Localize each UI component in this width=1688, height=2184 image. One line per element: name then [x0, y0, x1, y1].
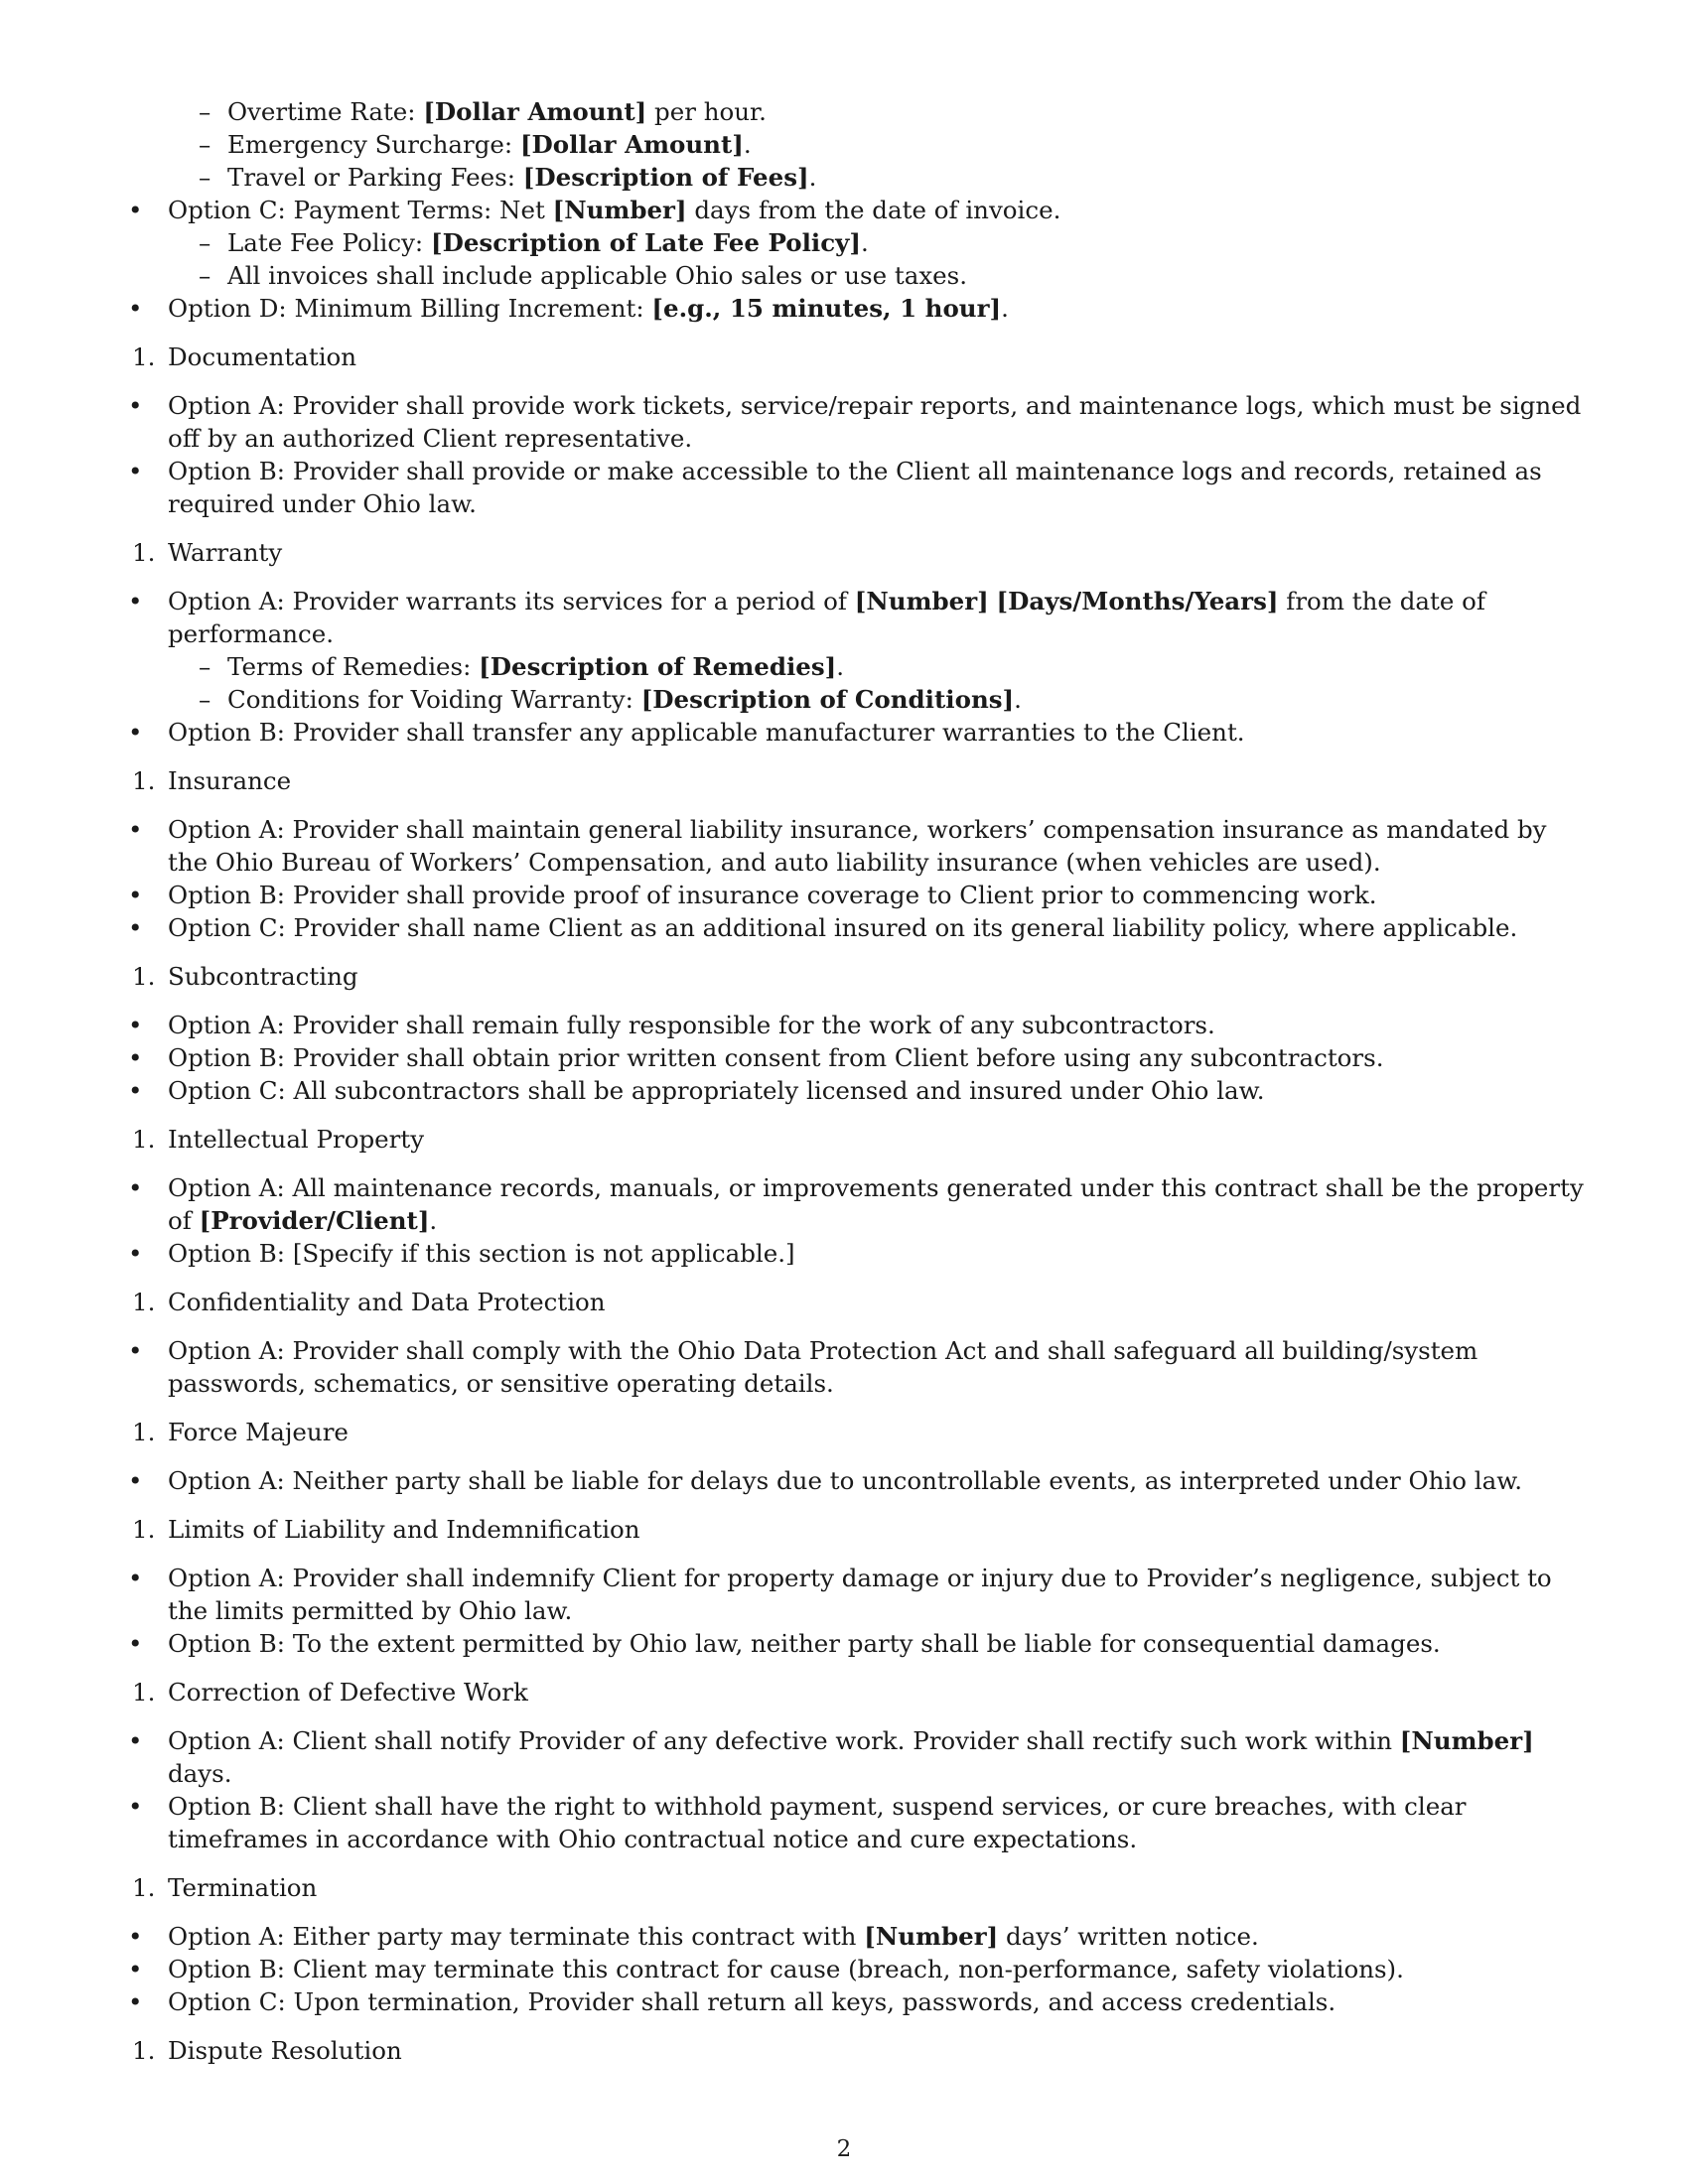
- termination-option-b: • Option B: Client may terminate this contract for cause (breach, non-performance, safety violations).: [119, 1953, 1589, 1985]
- section-heading-warranty: 1. Warranty: [119, 536, 1589, 569]
- warranty-remedies: – Terms of Remedies: [Description of Remedies].: [119, 650, 1589, 683]
- section-heading-liability: 1. Limits of Liability and Indemnification: [119, 1513, 1589, 1546]
- defective-option-b: • Option B: Client shall have the right to withhold payment, suspend services, or cure breaches, with clear timeframes in accordance with Ohio contractual notice and cure expectations.: [119, 1790, 1589, 1855]
- invoice-taxes: – All invoices shall include applicable Ohio sales or use taxes.: [119, 259, 1589, 292]
- fee-emergency: – Emergency Surcharge: [Dollar Amount].: [119, 128, 1589, 161]
- section-heading-intellectual-property: 1. Intellectual Property: [119, 1123, 1589, 1156]
- section-heading-termination: 1. Termination: [119, 1871, 1589, 1904]
- termination-option-c: • Option C: Upon termination, Provider shall return all keys, passwords, and access credentials.: [119, 1985, 1589, 2018]
- section-heading-dispute-resolution: 1. Dispute Resolution: [119, 2034, 1589, 2067]
- warranty-option-a: • Option A: Provider warrants its services for a period of [Number] [Days/Months/Years] from the date of performance.: [119, 585, 1589, 650]
- ip-option-b: • Option B: [Specify if this section is not applicable.]: [119, 1237, 1589, 1270]
- documentation-option-a: • Option A: Provider shall provide work tickets, service/repair reports, and maintenance logs, which must be signed off by an authorized Client representative.: [119, 389, 1589, 455]
- defective-option-a: • Option A: Client shall notify Provider of any defective work. Provider shall rectify such work within [Number] days.: [119, 1724, 1589, 1790]
- section-heading-documentation: 1. Documentation: [119, 341, 1589, 373]
- document-body: [119, 95, 1589, 2083]
- payment-option-d: • Option D: Minimum Billing Increment: [e.g., 15 minutes, 1 hour].: [119, 292, 1589, 325]
- subcontracting-option-b: • Option B: Provider shall obtain prior written consent from Client before using any subcontractors.: [119, 1041, 1589, 1074]
- fee-travel: – Travel or Parking Fees: [Description of Fees].: [119, 161, 1589, 194]
- liability-option-a: • Option A: Provider shall indemnify Client for property damage or injury due to Provider’s negligence, subject to the limits permitted by Ohio law.: [119, 1562, 1589, 1627]
- ip-option-a: • Option A: All maintenance records, manuals, or improvements generated under this contract shall be the property of [Provider/Client].: [119, 1171, 1589, 1237]
- section-heading-defective-work: 1. Correction of Defective Work: [119, 1676, 1589, 1708]
- warranty-option-b: • Option B: Provider shall transfer any applicable manufacturer warranties to the Client.: [119, 716, 1589, 749]
- late-fee-policy: – Late Fee Policy: [Description of Late Fee Policy].: [119, 226, 1589, 259]
- insurance-option-b: • Option B: Provider shall provide proof of insurance coverage to Client prior to commencing work.: [119, 879, 1589, 911]
- documentation-option-b: • Option B: Provider shall provide or make accessible to the Client all maintenance logs and records, retained as required under Ohio law.: [119, 455, 1589, 520]
- liability-option-b: • Option B: To the extent permitted by Ohio law, neither party shall be liable for consequential damages.: [119, 1627, 1589, 1660]
- section-heading-subcontracting: 1. Subcontracting: [119, 960, 1589, 993]
- payment-option-c: • Option C: Payment Terms: Net [Number] days from the date of invoice.: [119, 194, 1589, 226]
- subcontracting-option-c: • Option C: All subcontractors shall be appropriately licensed and insured under Ohio law.: [119, 1074, 1589, 1107]
- section-heading-confidentiality: 1. Confidentiality and Data Protection: [119, 1286, 1589, 1318]
- force-majeure-option-a: • Option A: Neither party shall be liable for delays due to uncontrollable events, as interpreted under Ohio law.: [119, 1464, 1589, 1497]
- section-heading-insurance: 1. Insurance: [119, 764, 1589, 797]
- warranty-voiding: – Conditions for Voiding Warranty: [Description of Conditions].: [119, 683, 1589, 716]
- fee-overtime: – Overtime Rate: [Dollar Amount] per hour.: [119, 95, 1589, 128]
- subcontracting-option-a: • Option A: Provider shall remain fully responsible for the work of any subcontractors.: [119, 1009, 1589, 1041]
- insurance-option-a: • Option A: Provider shall maintain general liability insurance, workers’ compensation insurance as mandated by the Ohio Bureau of Workers’ Compensation, and auto liability insurance (when vehicles are used).: [119, 813, 1589, 879]
- confidentiality-option-a: • Option A: Provider shall comply with the Ohio Data Protection Act and shall safeguard all building/system passwords, schematics, or sensitive operating details.: [119, 1334, 1589, 1400]
- insurance-option-c: • Option C: Provider shall name Client as an additional insured on its general liability policy, where applicable.: [119, 911, 1589, 944]
- termination-option-a: • Option A: Either party may terminate this contract with [Number] days’ written notice.: [119, 1920, 1589, 1953]
- page-number: 2: [836, 2136, 852, 2162]
- section-heading-force-majeure: 1. Force Majeure: [119, 1416, 1589, 1448]
